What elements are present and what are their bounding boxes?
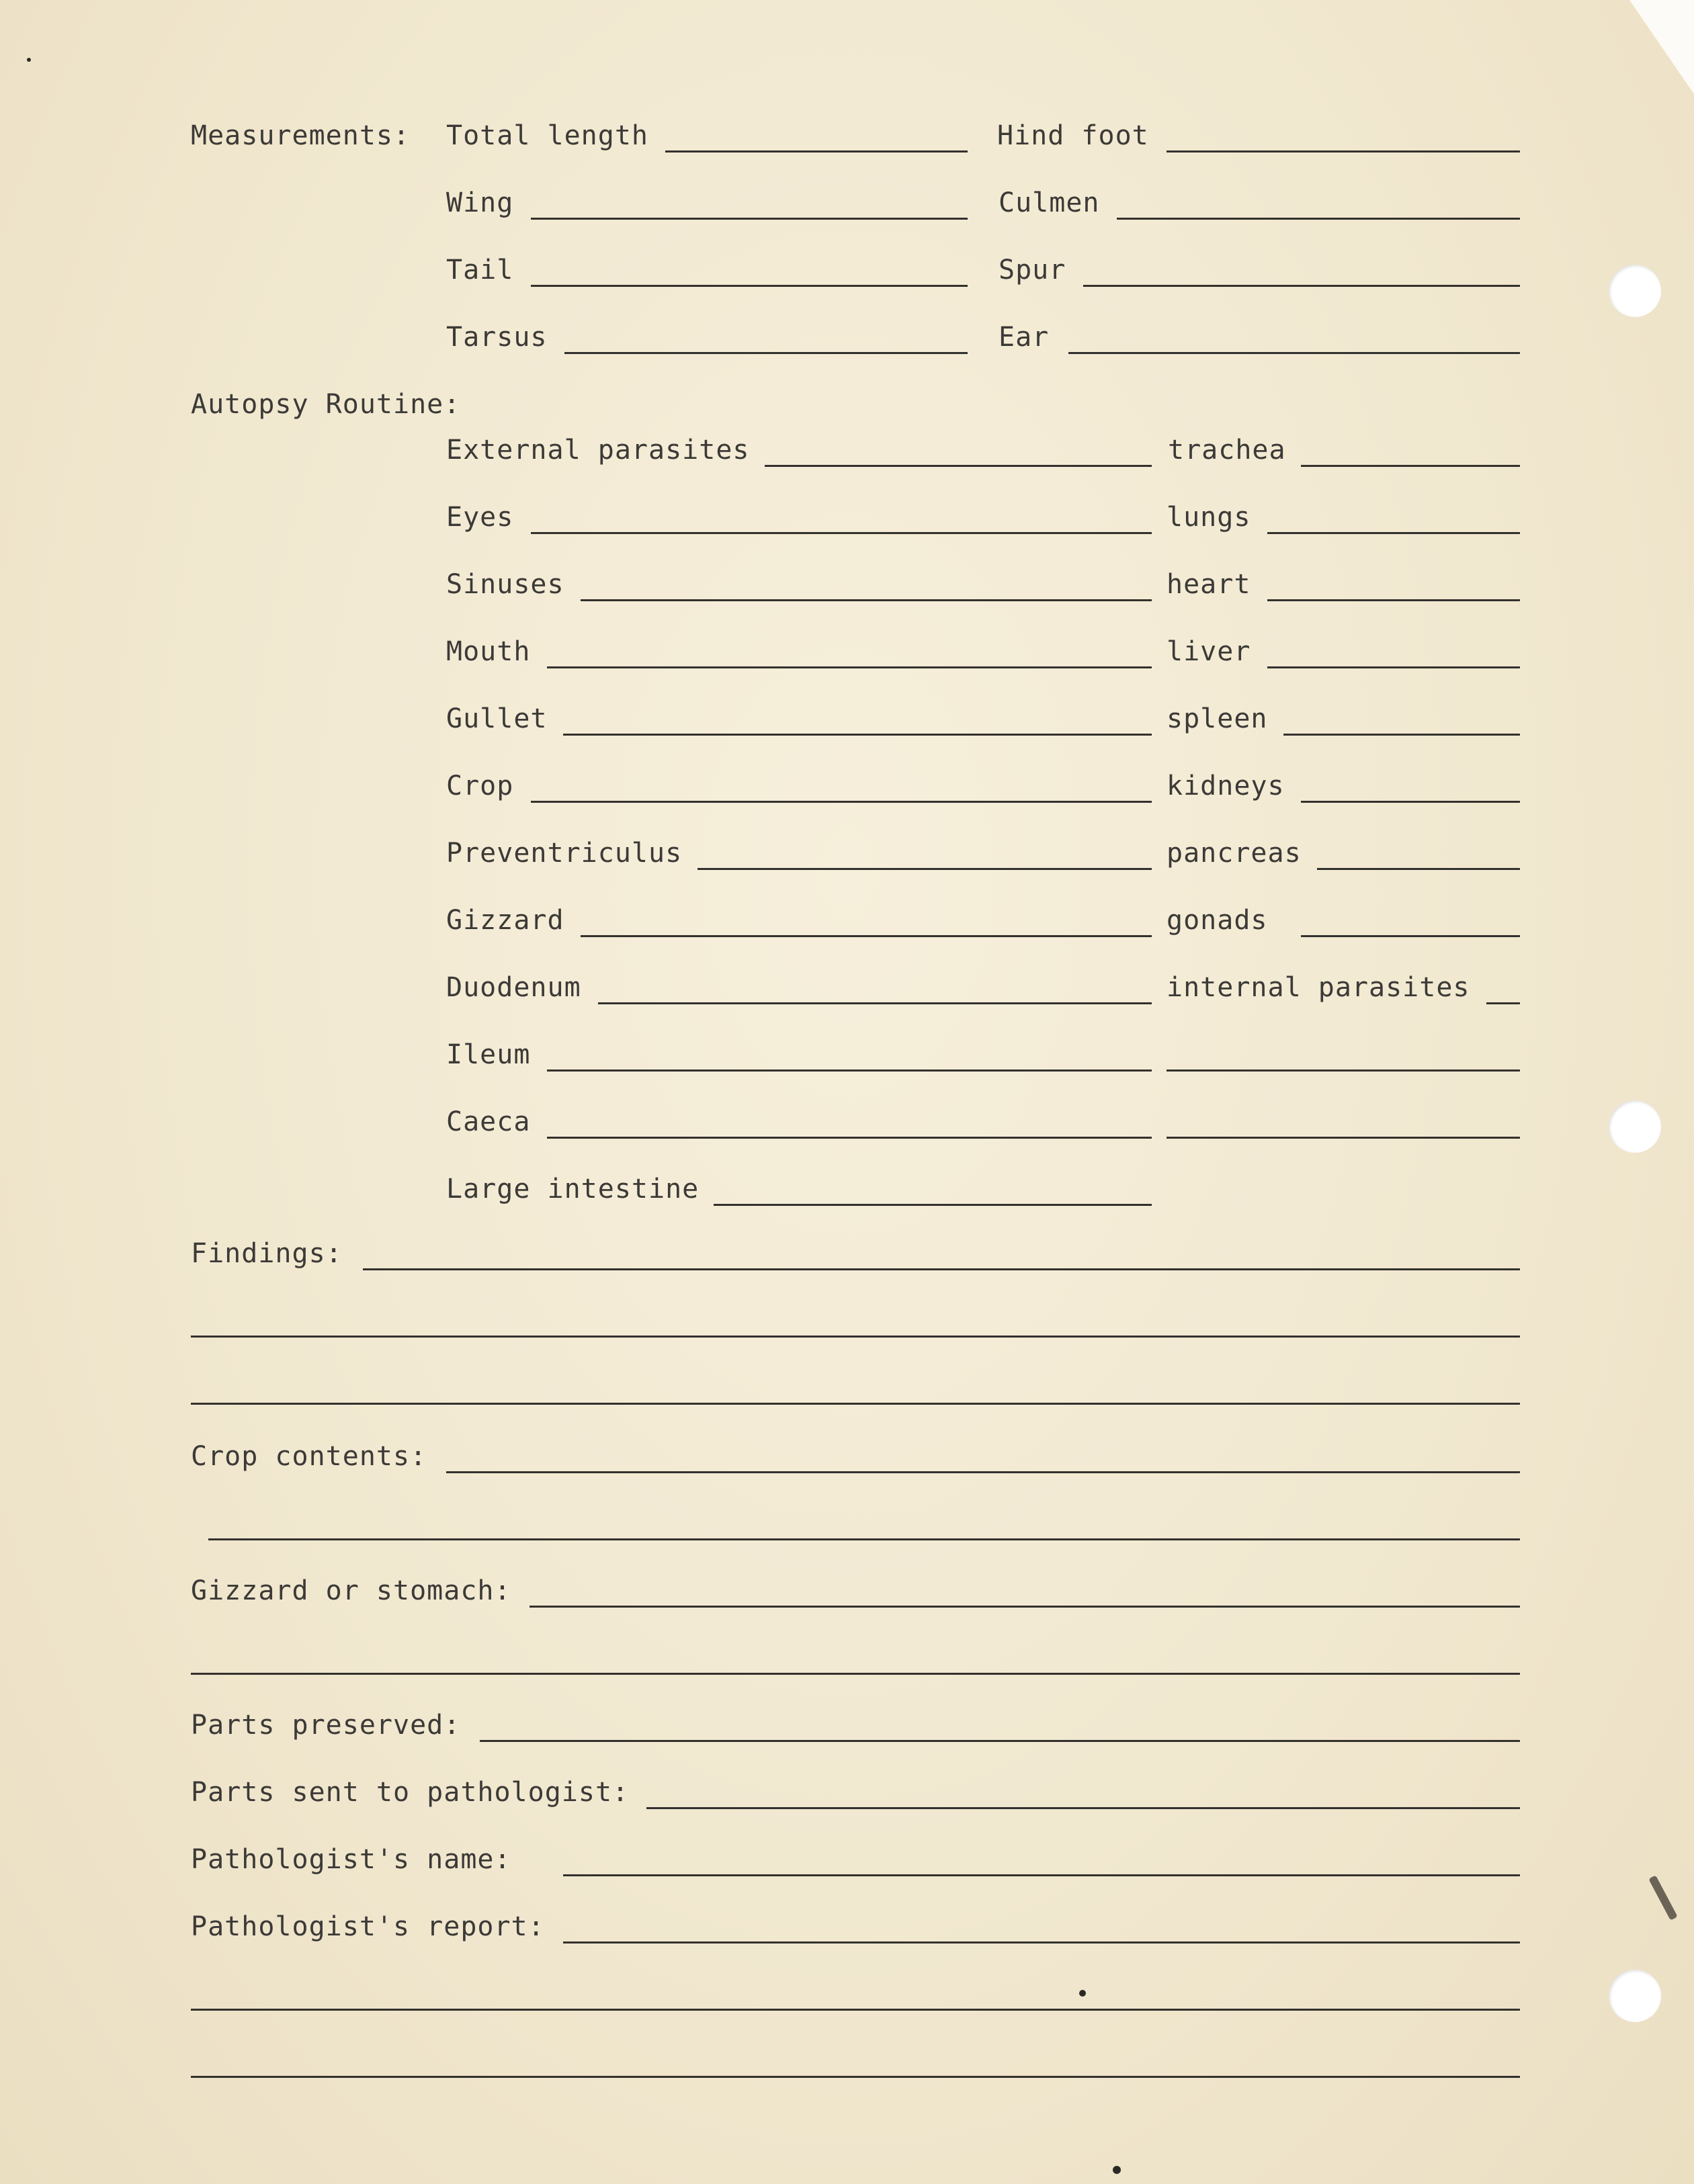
crop-field[interactable] (531, 801, 1152, 803)
gonads-label: gonads (1167, 905, 1268, 936)
pathologist-report-line-2[interactable] (191, 2009, 1520, 2011)
hind-foot-field[interactable] (1167, 150, 1520, 152)
pathologist-report-field[interactable] (563, 1941, 1520, 1943)
parts-preserved-field[interactable] (480, 1740, 1520, 1742)
external-parasites-field[interactable] (765, 465, 1152, 467)
kidneys-field[interactable] (1301, 801, 1520, 803)
wing-label: Wing (446, 187, 514, 218)
spleen-label: spleen (1167, 703, 1268, 734)
eyes-field[interactable] (531, 532, 1152, 534)
caeca-field[interactable] (547, 1137, 1152, 1139)
punch-hole-top (1609, 265, 1661, 317)
findings-label: Findings: (191, 1238, 343, 1269)
wing-field[interactable] (531, 218, 968, 220)
liver-label: liver (1167, 636, 1251, 667)
kidneys-label: kidneys (1167, 771, 1285, 801)
ink-dot (1113, 2166, 1121, 2174)
duodenum-label: Duodenum (446, 972, 581, 1003)
liver-field[interactable] (1267, 666, 1520, 668)
crop-contents-label: Crop contents: (191, 1441, 427, 1472)
right-blank-field-2[interactable] (1167, 1137, 1520, 1139)
right-blank-field-1[interactable] (1167, 1069, 1520, 1072)
internal-parasites-field[interactable] (1486, 1002, 1520, 1004)
crop-contents-field[interactable] (446, 1471, 1520, 1473)
sinuses-field[interactable] (581, 599, 1152, 601)
findings-line-3[interactable] (191, 1403, 1520, 1405)
tarsus-field[interactable] (564, 352, 968, 354)
eyes-label: Eyes (446, 502, 514, 533)
large-intestine-field[interactable] (714, 1204, 1152, 1206)
torn-corner (1613, 0, 1694, 94)
hind-foot-label: Hind foot (997, 120, 1149, 151)
total-length-field[interactable] (665, 150, 968, 152)
tail-label: Tail (446, 255, 514, 286)
ileum-field[interactable] (547, 1069, 1152, 1072)
gizzard-or-stomach-line-2[interactable] (191, 1673, 1520, 1675)
sinuses-label: Sinuses (446, 569, 564, 600)
duodenum-field[interactable] (598, 1002, 1152, 1004)
pancreas-label: pancreas (1167, 838, 1302, 869)
spur-field[interactable] (1083, 285, 1520, 287)
gullet-label: Gullet (446, 703, 548, 734)
autopsy-heading: Autopsy Routine: (191, 389, 461, 420)
parts-preserved-label: Parts preserved: (191, 1710, 461, 1741)
tarsus-label: Tarsus (446, 322, 548, 353)
pancreas-field[interactable] (1317, 868, 1520, 870)
parts-sent-label: Parts sent to pathologist: (191, 1777, 630, 1808)
ileum-label: Ileum (446, 1039, 531, 1070)
punch-hole-bottom (1609, 1970, 1661, 2022)
heart-label: heart (1167, 569, 1251, 600)
total-length-label: Total length (446, 120, 648, 151)
gizzard-or-stomach-label: Gizzard or stomach: (191, 1575, 511, 1606)
lungs-field[interactable] (1267, 532, 1520, 534)
parts-sent-field[interactable] (646, 1807, 1520, 1809)
gullet-field[interactable] (563, 734, 1152, 736)
paper-mark (1648, 1875, 1677, 1920)
gonads-field[interactable] (1301, 935, 1520, 937)
ear-label: Ear (999, 322, 1050, 353)
mouth-field[interactable] (547, 666, 1152, 668)
findings-field[interactable] (363, 1268, 1520, 1270)
caeca-label: Caeca (446, 1106, 531, 1137)
pathologist-report-line-3[interactable] (191, 2076, 1520, 2078)
preventriculus-field[interactable] (697, 868, 1152, 870)
gizzard-or-stomach-field[interactable] (530, 1606, 1520, 1608)
pathologist-report-label: Pathologist's report: (191, 1911, 545, 1942)
pathologist-name-label: Pathologist's name: (191, 1844, 511, 1875)
ink-dot (27, 58, 31, 62)
tail-field[interactable] (531, 285, 968, 287)
gizzard-label: Gizzard (446, 905, 564, 936)
pathologist-name-field[interactable] (563, 1874, 1520, 1876)
crop-label: Crop (446, 771, 514, 801)
lungs-label: lungs (1167, 502, 1251, 533)
gizzard-field[interactable] (581, 935, 1152, 937)
findings-line-2[interactable] (191, 1336, 1520, 1338)
heart-field[interactable] (1267, 599, 1520, 601)
ink-dot (1079, 1990, 1086, 1997)
punch-hole-middle (1609, 1100, 1661, 1153)
measurements-heading: Measurements: (191, 120, 411, 151)
culmen-field[interactable] (1117, 218, 1520, 220)
mouth-label: Mouth (446, 636, 531, 667)
external-parasites-label: External parasites (446, 435, 750, 466)
internal-parasites-label: internal parasites (1167, 972, 1470, 1003)
trachea-field[interactable] (1301, 465, 1520, 467)
ear-field[interactable] (1068, 352, 1520, 354)
spleen-field[interactable] (1283, 734, 1520, 736)
preventriculus-label: Preventriculus (446, 838, 683, 869)
spur-label: Spur (999, 255, 1066, 286)
large-intestine-label: Large intestine (446, 1174, 700, 1205)
trachea-label: trachea (1168, 435, 1286, 466)
crop-contents-line-2[interactable] (208, 1538, 1520, 1540)
culmen-label: Culmen (999, 187, 1100, 218)
